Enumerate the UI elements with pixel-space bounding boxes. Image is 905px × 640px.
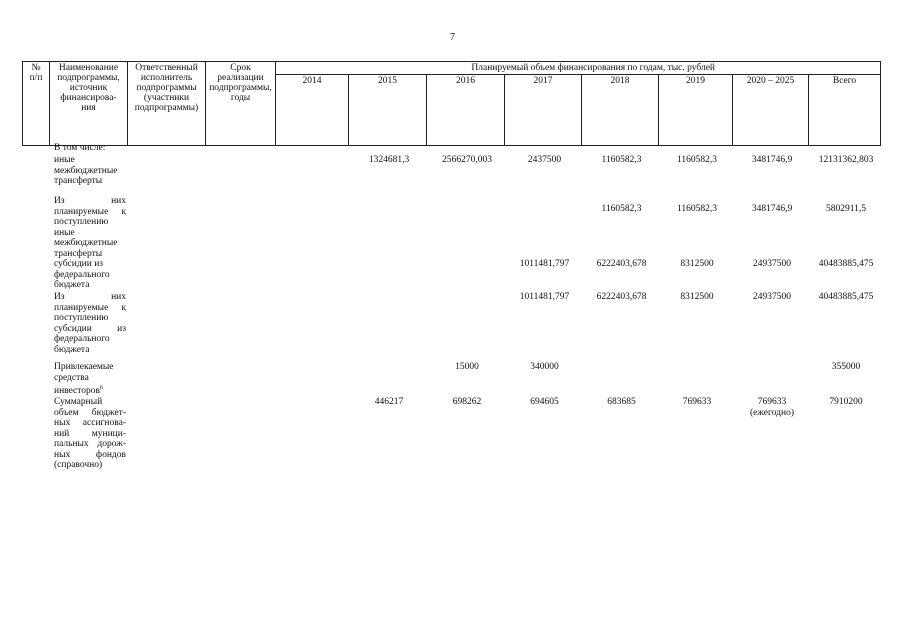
header-year: 2017: [505, 75, 582, 146]
value-cell: 769633: [682, 397, 712, 407]
value-cell: 6222403,678: [596, 259, 647, 269]
row-name: субсидии из федерального бюджета: [54, 259, 110, 290]
value-cell: 15000: [455, 362, 479, 372]
value-cell: 340000: [530, 362, 559, 372]
value-cell: 2566270,003: [442, 155, 492, 165]
row-name: Из них планируемые к поступлению субсидии из федерального бюджета: [54, 292, 126, 355]
value-cell: 5802911,5: [825, 204, 867, 214]
row-name: Из них планируемые к поступлению иные межбюджетные трансферты: [54, 196, 126, 259]
header-term: Срок реализации подпрограммы, годы: [206, 62, 276, 146]
row-name: иные межбюджетные трансферты: [54, 155, 118, 186]
header-year: Всего: [809, 75, 881, 146]
footnote-marker: 6: [100, 385, 104, 391]
header-year: 2020 – 2025: [733, 75, 809, 146]
value-cell: 24937500: [753, 259, 791, 269]
value-cell: 3481746,9: [751, 155, 793, 165]
row-name-text: Привлекаемые средства инвесторов: [54, 362, 114, 397]
header-year: 2016: [427, 75, 505, 146]
value-cell: 1324681,3: [368, 155, 410, 165]
header-year: 2018: [582, 75, 659, 146]
value-cell: 2437500: [527, 155, 562, 165]
value-cell: 694605: [530, 397, 559, 407]
row-name: [54, 362, 126, 397]
value-cell: 6222403,678: [596, 292, 647, 302]
value-cell: 1160582,3: [676, 204, 718, 214]
page-number: 7: [450, 32, 455, 43]
value-cell: 683685: [607, 397, 636, 407]
header-responsible: Ответственный исполнитель подпрограммы (участники подпрограммы): [128, 62, 206, 146]
value-cell: 355000: [831, 362, 861, 372]
financing-table-header: [22, 61, 881, 146]
value-cell: 40483885,475: [818, 292, 874, 302]
row-name: В том числе:: [54, 143, 106, 153]
row-name: Суммарный объем бюджет-ных ассигнова-ний муници-пальных дорож-ных фондов (справочно): [54, 397, 126, 470]
value-cell: 1160582,3: [601, 204, 642, 214]
value-cell: 1160582,3: [601, 155, 642, 165]
header-year: 2019: [659, 75, 733, 146]
value-cell: 8312500: [680, 292, 714, 302]
header-year: 2015: [349, 75, 427, 146]
value-cell: 7910200: [829, 397, 863, 407]
value-cell: 1160582,3: [676, 155, 718, 165]
header-num: № п/п: [23, 62, 50, 146]
value-cell: 24937500: [753, 292, 791, 302]
header-year: 2014: [276, 75, 349, 146]
value-cell: 1011481,797: [519, 259, 570, 269]
value-cell: 446217: [374, 397, 404, 407]
value-cell: 40483885,475: [818, 259, 874, 269]
value-cell: 1011481,797: [519, 292, 570, 302]
header-name: Наименование подпрограммы, источник финансирова- ния: [50, 62, 128, 146]
value-cell: 12131362,803: [818, 155, 874, 165]
value-cell: 8312500: [680, 259, 714, 269]
value-cell: 769633 (ежегодно): [749, 397, 794, 418]
header-planned: Планируемый объем финансирования по годам, тыс. рублей: [276, 62, 881, 75]
value-cell: 3481746,9: [751, 204, 793, 214]
value-cell: 698262: [452, 397, 482, 407]
